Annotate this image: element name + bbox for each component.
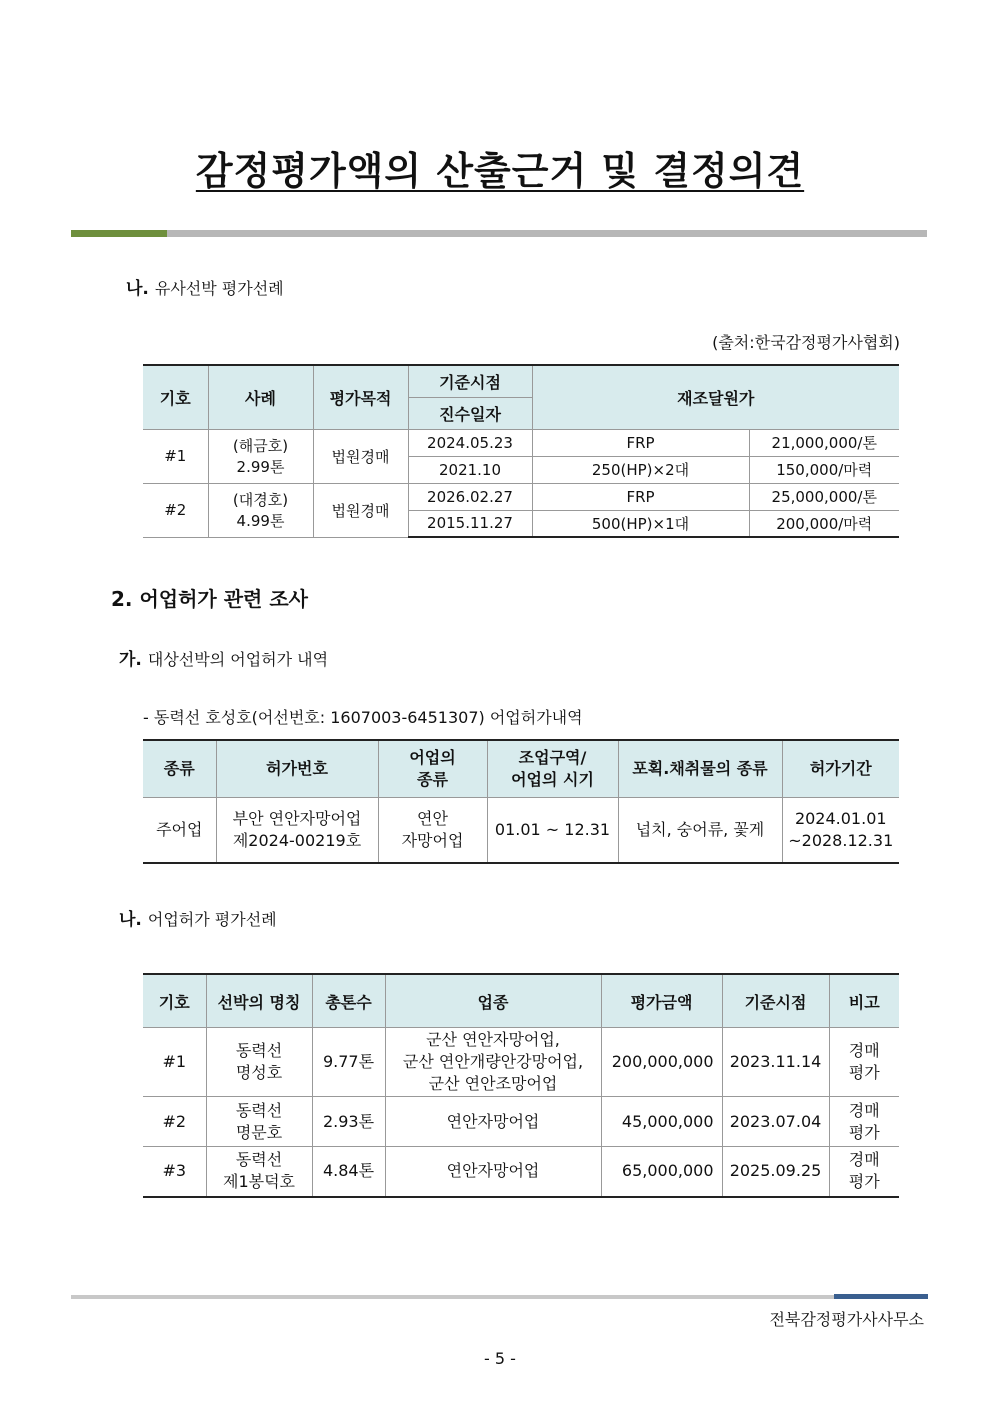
cell-amount: 45,000,000 bbox=[601, 1097, 722, 1147]
header-base-date: 기준시점 bbox=[722, 974, 829, 1028]
header-case: 사례 bbox=[208, 365, 313, 429]
section-marker: 나. bbox=[126, 279, 149, 299]
header-amount: 평가금액 bbox=[601, 974, 722, 1028]
header-code: 기호 bbox=[143, 365, 208, 429]
section-heading-license-cases bbox=[119, 905, 277, 930]
cell-purpose: 법원경매 bbox=[313, 429, 408, 483]
office-name: 전북감정평가사사무소 bbox=[769, 1310, 924, 1329]
header-code: 기호 bbox=[143, 974, 206, 1028]
header-cost: 재조달원가 bbox=[532, 365, 899, 429]
section-heading-license: 2. 어업허가 관련 조사 bbox=[111, 587, 308, 611]
cell-name: 동력선 제1봉덕호 bbox=[206, 1147, 312, 1197]
section-text: 유사선박 평가선례 bbox=[154, 279, 284, 298]
cell-launch-date: 2021.10 bbox=[408, 456, 532, 483]
cell-purpose: 법원경매 bbox=[313, 483, 408, 537]
header-note: 비고 bbox=[829, 974, 899, 1028]
cell-hull: FRP bbox=[532, 483, 749, 510]
footer-rule bbox=[71, 1295, 834, 1299]
section-heading-similar-vessels bbox=[126, 274, 284, 299]
cell-permit-no: 부안 연안자망어업 제2024-00219호 bbox=[216, 798, 378, 864]
cell-amount: 200,000,000 bbox=[601, 1028, 722, 1097]
cell-case: (대경호) 4.99톤 bbox=[208, 483, 313, 537]
cell-code: #2 bbox=[143, 1097, 206, 1147]
cell-note: 경매 평가 bbox=[829, 1097, 899, 1147]
page-title: 감정평가액의 산출근거 및 결정의견 bbox=[195, 149, 805, 193]
section-heading-target-license bbox=[119, 645, 328, 670]
table-row bbox=[143, 483, 899, 510]
title-rule bbox=[167, 230, 927, 237]
cell-base-date: 2024.05.23 bbox=[408, 429, 532, 456]
title-rule-accent bbox=[71, 230, 167, 237]
header-period: 허가기간 bbox=[782, 740, 899, 798]
header-name: 선박의 명칭 bbox=[206, 974, 312, 1028]
vessel-note: - 동력선 호성호(어선번호: 1607003-6451307) 어업허가내역 bbox=[143, 708, 583, 727]
cell-engine-price: 200,000/마력 bbox=[749, 510, 899, 537]
cell-case: (해금호) 2.99톤 bbox=[208, 429, 313, 483]
cell-hull: FRP bbox=[532, 429, 749, 456]
cell-code: #1 bbox=[143, 429, 208, 483]
header-purpose: 평가목적 bbox=[313, 365, 408, 429]
section-text: 대상선박의 어업허가 내역 bbox=[147, 650, 329, 669]
cell-type: 주어업 bbox=[143, 798, 216, 864]
cell-base-date: 2026.02.27 bbox=[408, 483, 532, 510]
cell-name: 동력선 명문호 bbox=[206, 1097, 312, 1147]
header-permit-no: 허가번호 bbox=[216, 740, 378, 798]
header-business: 업종 bbox=[385, 974, 601, 1028]
cell-fishery-type: 연안 자망어업 bbox=[378, 798, 487, 864]
cell-base-date: 2023.11.14 bbox=[722, 1028, 829, 1097]
header-fishery-type: 어업의 종류 bbox=[378, 740, 487, 798]
section-marker: 나. bbox=[119, 910, 142, 930]
similar-vessel-table bbox=[143, 364, 899, 538]
cell-code: #1 bbox=[143, 1028, 206, 1097]
cell-code: #2 bbox=[143, 483, 208, 537]
header-zone: 조업구역/ 어업의 시기 bbox=[487, 740, 618, 798]
header-base-date: 기준시점 bbox=[408, 365, 532, 397]
cell-name: 동력선 명성호 bbox=[206, 1028, 312, 1097]
page-number: - 5 - bbox=[484, 1349, 516, 1368]
cell-note: 경매 평가 bbox=[829, 1147, 899, 1197]
cell-business: 연안자망어업 bbox=[385, 1147, 601, 1197]
cell-zone: 01.01 ~ 12.31 bbox=[487, 798, 618, 864]
cell-engine: 500(HP)×1대 bbox=[532, 510, 749, 537]
cell-amount: 65,000,000 bbox=[601, 1147, 722, 1197]
license-table bbox=[143, 739, 899, 864]
cell-note: 경매 평가 bbox=[829, 1028, 899, 1097]
table-row bbox=[143, 798, 899, 864]
cell-engine: 250(HP)×2대 bbox=[532, 456, 749, 483]
cell-business: 군산 연안자망어업, 군산 연안개량안강망어업, 군산 연안조망어업 bbox=[385, 1028, 601, 1097]
cell-tonnage: 4.84톤 bbox=[312, 1147, 385, 1197]
cell-hull-price: 25,000,000/톤 bbox=[749, 483, 899, 510]
header-catch: 포획.채취물의 종류 bbox=[618, 740, 782, 798]
cell-code: #3 bbox=[143, 1147, 206, 1197]
table-row bbox=[143, 1028, 899, 1097]
cell-catch: 넙치, 숭어류, 꽃게 bbox=[618, 798, 782, 864]
table-row bbox=[143, 1147, 899, 1197]
cell-tonnage: 9.77톤 bbox=[312, 1028, 385, 1097]
license-case-table bbox=[143, 973, 899, 1198]
header-launch-date: 진수일자 bbox=[408, 397, 532, 429]
section-text: 어업허가 평가선례 bbox=[147, 910, 277, 929]
table-row bbox=[143, 1097, 899, 1147]
section-marker: 가. bbox=[119, 650, 142, 670]
cell-tonnage: 2.93톤 bbox=[312, 1097, 385, 1147]
cell-launch-date: 2015.11.27 bbox=[408, 510, 532, 537]
header-tonnage: 총톤수 bbox=[312, 974, 385, 1028]
cell-engine-price: 150,000/마력 bbox=[749, 456, 899, 483]
table-row bbox=[143, 429, 899, 456]
source-note: (출처:한국감정평가사협회) bbox=[712, 333, 900, 352]
cell-hull-price: 21,000,000/톤 bbox=[749, 429, 899, 456]
cell-period: 2024.01.01 ~2028.12.31 bbox=[782, 798, 899, 864]
cell-base-date: 2023.07.04 bbox=[722, 1097, 829, 1147]
footer-rule-accent bbox=[834, 1294, 928, 1299]
cell-base-date: 2025.09.25 bbox=[722, 1147, 829, 1197]
cell-business: 연안자망어업 bbox=[385, 1097, 601, 1147]
header-type: 종류 bbox=[143, 740, 216, 798]
